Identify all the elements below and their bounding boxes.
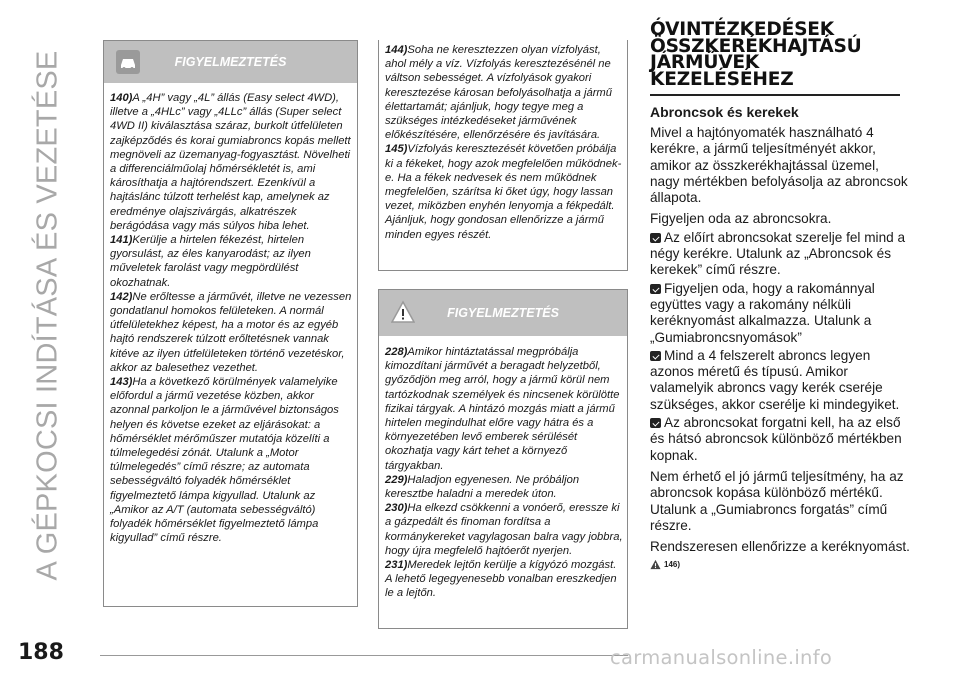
heading-line: ÓVINTÉZKEDÉSEK [650, 19, 834, 40]
heading-line: JÁRMŰVEK [650, 52, 760, 73]
bullet-text: Az előírt abroncsokat szerelje fel mind a négy kerékre. Utalunk az „Abroncsok és kerekek” című részre. [650, 229, 906, 278]
warning-number: 143) [110, 376, 133, 389]
paragraph: Mivel a hajtónyomaték használható 4 kerékre, a jármű teljesítményét akkor, amikor az összkerékhajtással üzemel, nagy mértékben befolyásolja az abroncsok állapota. [650, 125, 908, 206]
warning-number: 140) [110, 92, 133, 104]
side-chapter-title [8, 10, 88, 620]
warning-text: Ha a következő körülmények valamelyike előfordul a jármű vezetése közben, akkor azonnal parkoljon le a járművével biztonságos helyen és követse ezeket az eljárásokat: a hőmérséklet mérőműszer mutatója közelíti a túlmelegedési zónát. Utalunk a „Motor túlmelegedés” című részre; az automata sebességváltó folyadék hőmérséklet figyelmeztető lámpa kigyullad. Utalunk az „Amikor az A/T (automata sebességváltó) folyadék hőmérséklet figyelmeztető lámpa kigyullad” című részre. [110, 376, 339, 545]
bullet-text: Az abroncsokat forgatni kell, ha az első és hátsó abroncsok különböző mértékben kopnak. [650, 415, 902, 463]
bullet-text: Mind a 4 felszerelt abroncs legyen azonos méretű és típusú. Amikor valamelyik abroncs vagy kerék cseréje szükséges, akkor cserélje ki mindegyiket. [650, 347, 900, 412]
warning-paragraph [385, 558, 623, 601]
bullet-item [650, 230, 912, 279]
heading-rule [650, 94, 900, 96]
warning-triangle-icon [391, 300, 415, 324]
reference-marker [650, 559, 912, 570]
checkbox-bullet-icon [650, 418, 661, 428]
side-chapter-title-text: A GÉPKOCSI INDÍTÁSA ÉS VEZETÉSE [31, 50, 64, 580]
warning-text: Meredek lejtőn kerülje a kígyózó mozgást. A lehető legegyenesebb vonalban ereszkedjen le a lejtőn. [385, 559, 617, 600]
warning-box-2 [378, 40, 628, 271]
warning-paragraph [385, 142, 623, 241]
warning-text: Haladjon egyenesen. Ne próbáljon keresztbe haladni a meredek úton. [385, 473, 580, 501]
reference-number: 146) [664, 560, 681, 570]
checkbox-bullet-icon [650, 233, 661, 243]
warning-paragraph [110, 233, 353, 290]
warning-number: 144) [385, 44, 408, 56]
warning-number: 141) [110, 234, 133, 247]
warning-box-3-header [379, 290, 627, 336]
paragraph: Rendszeresen ellenőrizze a keréknyomást. [650, 539, 910, 555]
warning-paragraph [110, 91, 353, 233]
warning-box-1 [103, 40, 358, 607]
warning-text: Ne erőltesse a járművét, illetve ne vezessen gondatlanul homokos felületeken. A normál útfelületekhez képest, ha a motor és az egyéb hajtó rendszerek túlzott erőltetésnek vannak kitéve az ilyen útfelületeken történő vezetéskor, akkor az balesethez vezethet. [110, 290, 352, 374]
warning-paragraph [385, 43, 623, 142]
subheading: Abroncsok és kerekek [650, 104, 799, 120]
bullet-item [650, 281, 912, 346]
warning-number: 145) [385, 143, 408, 156]
warning-paragraph [385, 473, 623, 501]
warning-number: 230) [385, 502, 408, 515]
warning-number: 229) [385, 473, 408, 486]
bullet-item [650, 348, 912, 413]
warning-text: Vízfolyás keresztezését követően próbálja ki a fékeket, hogy azok megfelelően működnek-e. Ha a fékek nedvesek és nem működnek megfelelően, szárítsa ki őket úgy, hogy lassan vezet, miközben enyhén lenyomja a fékpedált. Ajánljuk, hogy gondosan ellenőrizze a jármű minden egyes részét. [385, 143, 622, 241]
warning-box-1-title: FIGYELMEZTETÉS [174, 55, 287, 69]
page-divider [100, 655, 628, 656]
warning-text: Soha ne keresztezzen olyan vízfolyást, ahol mély a víz. Vízfolyás keresztezésénél ne váltson sebességet. A vízfolyások gyakori keresztezése károsan befolyásolhatja a jármű élettartamát; ajánljuk, hogy tegye meg a szükséges intézkedéseket járművének előkészítésére, ellenőrzésére és javítására. [385, 44, 612, 142]
heading-line: KEZELÉSÉHEZ [650, 68, 794, 90]
paragraph: Nem érhető el jó jármű teljesítmény, ha az abroncsok kopása különböző mértékű. Utalunk a „Gumiabroncs forgatás” című részre. [650, 468, 904, 533]
warning-text: Kerülje a hirtelen fékezést, hirtelen gyorsulást, az éles kanyarodást; az ilyen műveletek farolást vagy megpördülést okozhatnak. [110, 234, 311, 289]
section-heading [650, 19, 912, 90]
warning-number: 228) [385, 346, 408, 358]
watermark: carmanualsonline.info [610, 646, 833, 669]
warning-box-3-body [379, 336, 627, 601]
warning-paragraph [110, 375, 353, 545]
warning-paragraph [110, 290, 353, 375]
warning-text: A „4H” vagy „4L” állás (Easy select 4WD), illetve a „4HLc” vagy „4LLc” állás (Super select 4WD II) kiválasztása száraz, burkolt útfelületen zajképződés és korai gumiabroncs kopás mellett megnöveli az üzemanyag-fogyasztást. Növelheti a differenciálműolaj hőmérsékletét is, ami károsíthatja a hajtórendszert. Ezenkívül a hajtáslánc túlzott terhelést kap, amelynek az eredménye olajszivárgás, alkatrészek berágódása vagy más súlyos hiba lehet. [110, 92, 351, 232]
bullet-item [650, 415, 912, 464]
page-number: 188 [18, 640, 64, 665]
warning-triangle-icon [650, 559, 661, 570]
warning-box-3 [378, 289, 628, 629]
bullet-text: Figyeljen oda, hogy a rakománnyal együttes vagy a rakomány nélküli keréknyomást alkalmazza. Utalunk a „Gumiabroncsnyomások” [650, 280, 875, 345]
warning-number: 142) [110, 290, 133, 303]
warning-box-1-header [104, 41, 357, 83]
warning-paragraph [385, 345, 623, 473]
warning-text: Amikor hintáztatással megpróbálja kimozdítani járművét a beragadt helyzetből, győződjön meg arról, hogy a jármű körül nem tartózkodnak személyek és nincsenek körülötte fizikai tárgyak. A hintázó mozgás miatt a jármű hirtelen megindulhat előre vagy hátra és a környezetében levő emberek sérülését okozhatja vagy kárt tehet a környező tárgyakban. [385, 346, 620, 472]
heading-line: ÖSSZKERÉKHAJTÁSÚ [650, 35, 862, 57]
warning-number: 231) [385, 559, 408, 572]
section-column [650, 19, 912, 570]
warning-text: Ha elkezd csökkenni a vonóerő, eressze ki a gázpedált és finoman fordítsa a kormánykereket vagylagosan balra vagy jobbra, hogy újra megfelelő hajtóerőt nyerjen. [385, 502, 623, 557]
car-warning-icon [116, 50, 140, 74]
warning-box-2-body [379, 40, 627, 242]
warning-paragraph [385, 501, 623, 558]
paragraph: Figyeljen oda az abroncsokra. [650, 211, 832, 227]
checkbox-bullet-icon [650, 351, 661, 361]
warning-box-3-title: FIGYELMEZTETÉS [447, 306, 559, 320]
checkbox-bullet-icon [650, 284, 661, 294]
warning-box-1-body [104, 83, 357, 546]
